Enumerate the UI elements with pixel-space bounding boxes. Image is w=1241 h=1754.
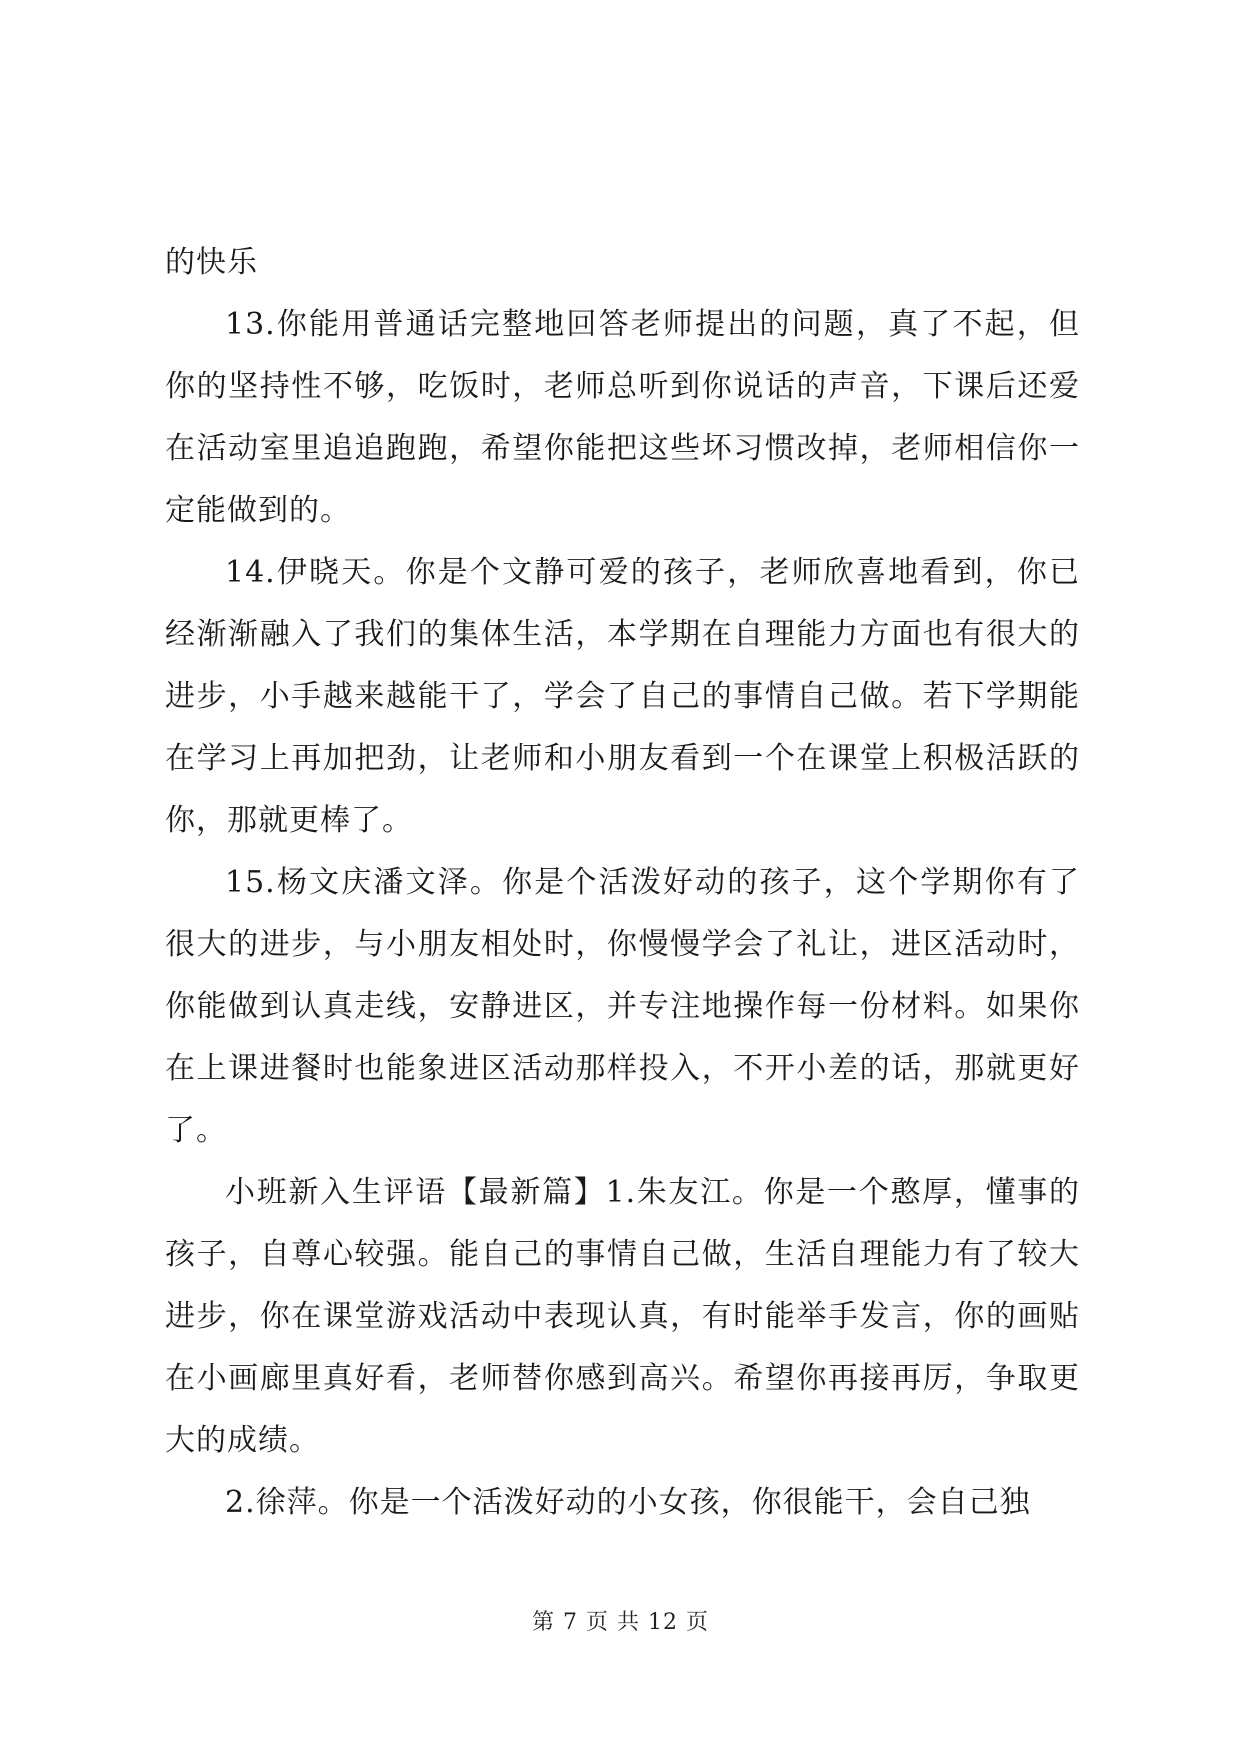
paragraph-item-14: 14.伊晓天。你是个文静可爱的孩子，老师欣喜地看到，你已经渐渐融入了我们的集体生活，本学期在自理能力方面也有很大的进步，小手越来越能干了，学会了自己的事情自己做。若下学期能在学习上再加把劲，让老师和小朋友看到一个在课堂上积极活跃的你，那就更棒了。 — [165, 555, 1080, 838]
document-body — [165, 232, 1080, 1534]
paragraph-item-2: 2.徐萍。你是一个活泼好动的小女孩，你很能干，会自己独 — [225, 1485, 1031, 1520]
paragraph-item-15: 15.杨文庆潘文泽。你是个活泼好动的孩子，这个学期你有了很大的进步，与小朋友相处时，你慢慢学会了礼让，进区活动时，你能做到认真走线，安静进区，并专注地操作每一份材料。如果你在上课进餐时也能象进区活动那样投入，不开小差的话，那就更好了。 — [165, 865, 1080, 1148]
paragraph-item-13: 13.你能用普通话完整地回答老师提出的问题，真了不起，但你的坚持性不够，吃饭时，老师总听到你说话的声音，下课后还爱在活动室里追追跑跑，希望你能把这些坏习惯改掉，老师相信你一定能做到的。 — [165, 307, 1080, 528]
paragraph-section-latest: 小班新入生评语【最新篇】1.朱友江。你是一个憨厚，懂事的孩子，自尊心较强。能自己的事情自己做，生活自理能力有了较大进步，你在课堂游戏活动中表现认真，有时能举手发言，你的画贴在小画廊里真好看，老师替你感到高兴。希望你再接再厉，争取更大的成绩。 — [165, 1175, 1080, 1458]
paragraph-continuation: 的快乐 — [165, 245, 258, 280]
page-number-footer: 第 7 页 共 12 页 — [532, 1610, 709, 1635]
